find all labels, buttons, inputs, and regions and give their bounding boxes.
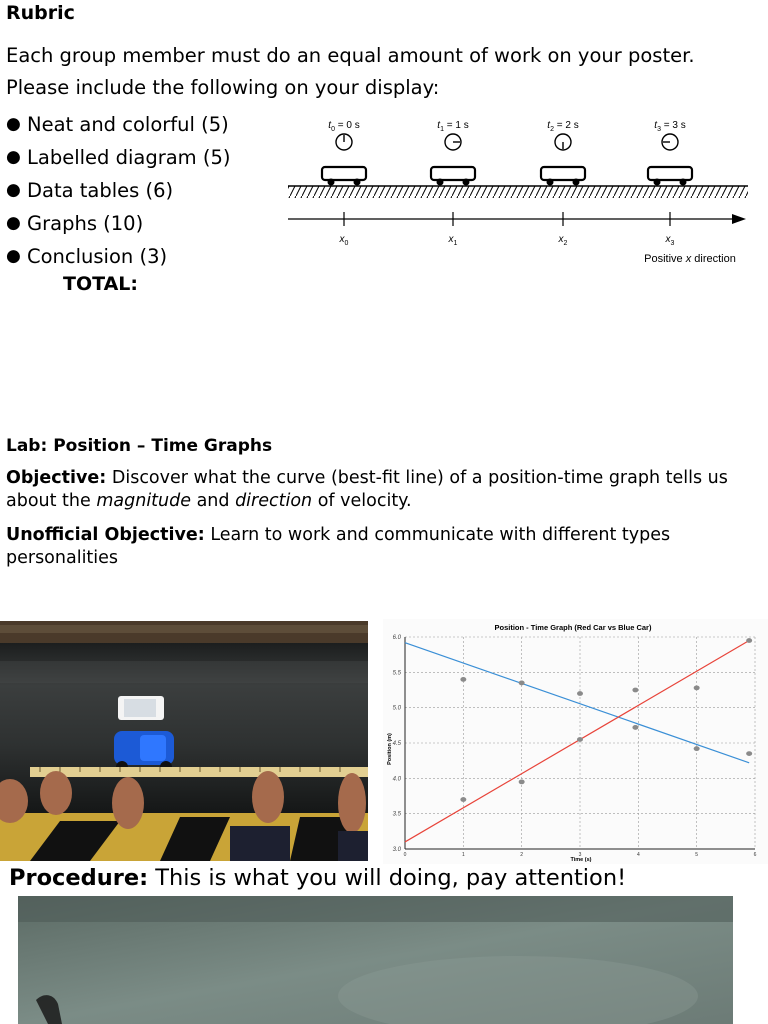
- cart-icon: [322, 167, 366, 186]
- y-tick-label: 3.0: [392, 847, 401, 853]
- position-label-2: $x_2$: [558, 234, 568, 247]
- procedure-label: Procedure:: [9, 865, 149, 891]
- bullet-icon: ●: [6, 213, 21, 233]
- objective-text: Discover what the curve (best-fit line) of a position-time graph tells us about the: [6, 468, 728, 511]
- list-item-text: Conclusion (3): [27, 245, 168, 268]
- data-point: [460, 797, 466, 802]
- x-tick-label: 0: [403, 852, 407, 858]
- data-point: [460, 677, 466, 682]
- data-point: [632, 725, 638, 730]
- list-item-text: Neat and colorful (5): [27, 113, 229, 136]
- list-item: [6, 207, 231, 240]
- data-point: [577, 691, 583, 696]
- procedure-text: This is what you will doing, pay attention!: [148, 865, 627, 891]
- chart-title: Position - Time Graph (Red Car vs Blue Car): [494, 623, 652, 632]
- ground-surface: [288, 186, 748, 198]
- cart-icon: [648, 167, 692, 186]
- y-tick-label: 5.0: [392, 705, 401, 712]
- y-tick-label: 5.5: [392, 670, 401, 677]
- position-time-chart: [383, 619, 768, 864]
- bullet-icon: ●: [6, 246, 21, 266]
- list-item: [6, 174, 231, 207]
- y-tick-label: 4.5: [392, 741, 401, 747]
- list-item-text: Graphs (10): [27, 212, 144, 235]
- position-labels: [339, 234, 736, 265]
- x-tick-label: 6: [753, 852, 757, 858]
- clock-icon: [662, 134, 678, 150]
- total-label: TOTAL:: [63, 273, 139, 295]
- y-axis-label: Position (m): [387, 733, 393, 765]
- list-item: [6, 108, 231, 141]
- procedure-line: [9, 865, 626, 891]
- x-tick-label: 4: [636, 852, 640, 858]
- x-tick-label: 5: [695, 852, 699, 858]
- data-point: [694, 746, 700, 751]
- objective-text: and: [191, 491, 236, 511]
- data-point: [694, 685, 700, 690]
- objective-emphasis: magnitude: [96, 491, 192, 511]
- lab-title: Lab: Position – Time Graphs: [6, 436, 273, 456]
- clocks: [336, 134, 678, 150]
- unofficial-text: Learn to work and communicate with different types personalities: [6, 525, 671, 568]
- list-item-text: Data tables (6): [27, 179, 174, 202]
- position-axis: [288, 212, 746, 226]
- data-point: [632, 688, 638, 693]
- bullet-icon: ●: [6, 114, 21, 134]
- position-label-3: $x_3$: [665, 234, 675, 247]
- y-tick-label: 3.5: [392, 811, 401, 818]
- procedure-photo-illustration: [18, 896, 733, 1024]
- x-tick-label: 1: [461, 852, 465, 858]
- clock-icon: [555, 134, 571, 150]
- motion-diagram: [284, 112, 754, 272]
- unofficial-objective-paragraph: [6, 524, 756, 570]
- experiment-photo-illustration: [0, 621, 368, 861]
- x-tick-label: 3: [578, 852, 582, 858]
- unofficial-label: Unofficial Objective:: [6, 525, 205, 545]
- position-label-1: $x_1$: [448, 234, 458, 247]
- objective-paragraph: [6, 467, 756, 513]
- objective-text: of velocity.: [312, 491, 412, 511]
- time-label-1: $t_1 = 1$ s: [437, 120, 469, 133]
- x-axis-label: Time (s): [570, 857, 592, 863]
- y-tick-label: 6.0: [392, 635, 401, 641]
- clock-icon: [445, 134, 461, 150]
- intro-line-2: Please include the following on your display:: [6, 76, 440, 99]
- data-point: [519, 681, 525, 686]
- clock-icon: [336, 134, 352, 150]
- time-labels: [328, 120, 685, 133]
- cart-icon: [541, 167, 585, 186]
- y-tick-label: 4.0: [392, 776, 401, 783]
- time-label-2: $t_2 = 2$ s: [547, 120, 579, 133]
- data-point: [746, 751, 752, 756]
- bullet-icon: ●: [6, 180, 21, 200]
- rubric-intro: [6, 40, 766, 104]
- x-tick-label: 2: [520, 852, 524, 858]
- list-item: [6, 141, 231, 174]
- carts: [322, 167, 692, 186]
- list-item: [6, 240, 231, 273]
- procedure-photo: [18, 896, 733, 1024]
- bullet-icon: ●: [6, 147, 21, 167]
- rubric-title: Rubric: [6, 2, 75, 24]
- cart-icon: [431, 167, 475, 186]
- experiment-photo: [0, 621, 368, 861]
- intro-line-1: Each group member must do an equal amount of work on your poster.: [6, 44, 695, 67]
- data-point: [519, 779, 525, 784]
- data-point: [746, 638, 752, 643]
- list-item-text: Labelled diagram (5): [27, 146, 231, 169]
- arrow-right-icon: [732, 214, 746, 224]
- time-label-3: $t_3 = 3$ s: [654, 120, 686, 133]
- data-point: [577, 737, 583, 742]
- position-label-0: $x_0$: [339, 234, 349, 247]
- objective-emphasis: direction: [235, 491, 313, 511]
- rubric-list: [6, 108, 231, 273]
- objective-label: Objective:: [6, 468, 107, 488]
- direction-label: Positive x direction: [644, 253, 736, 265]
- time-label-0: $t_0 = 0$ s: [328, 120, 360, 133]
